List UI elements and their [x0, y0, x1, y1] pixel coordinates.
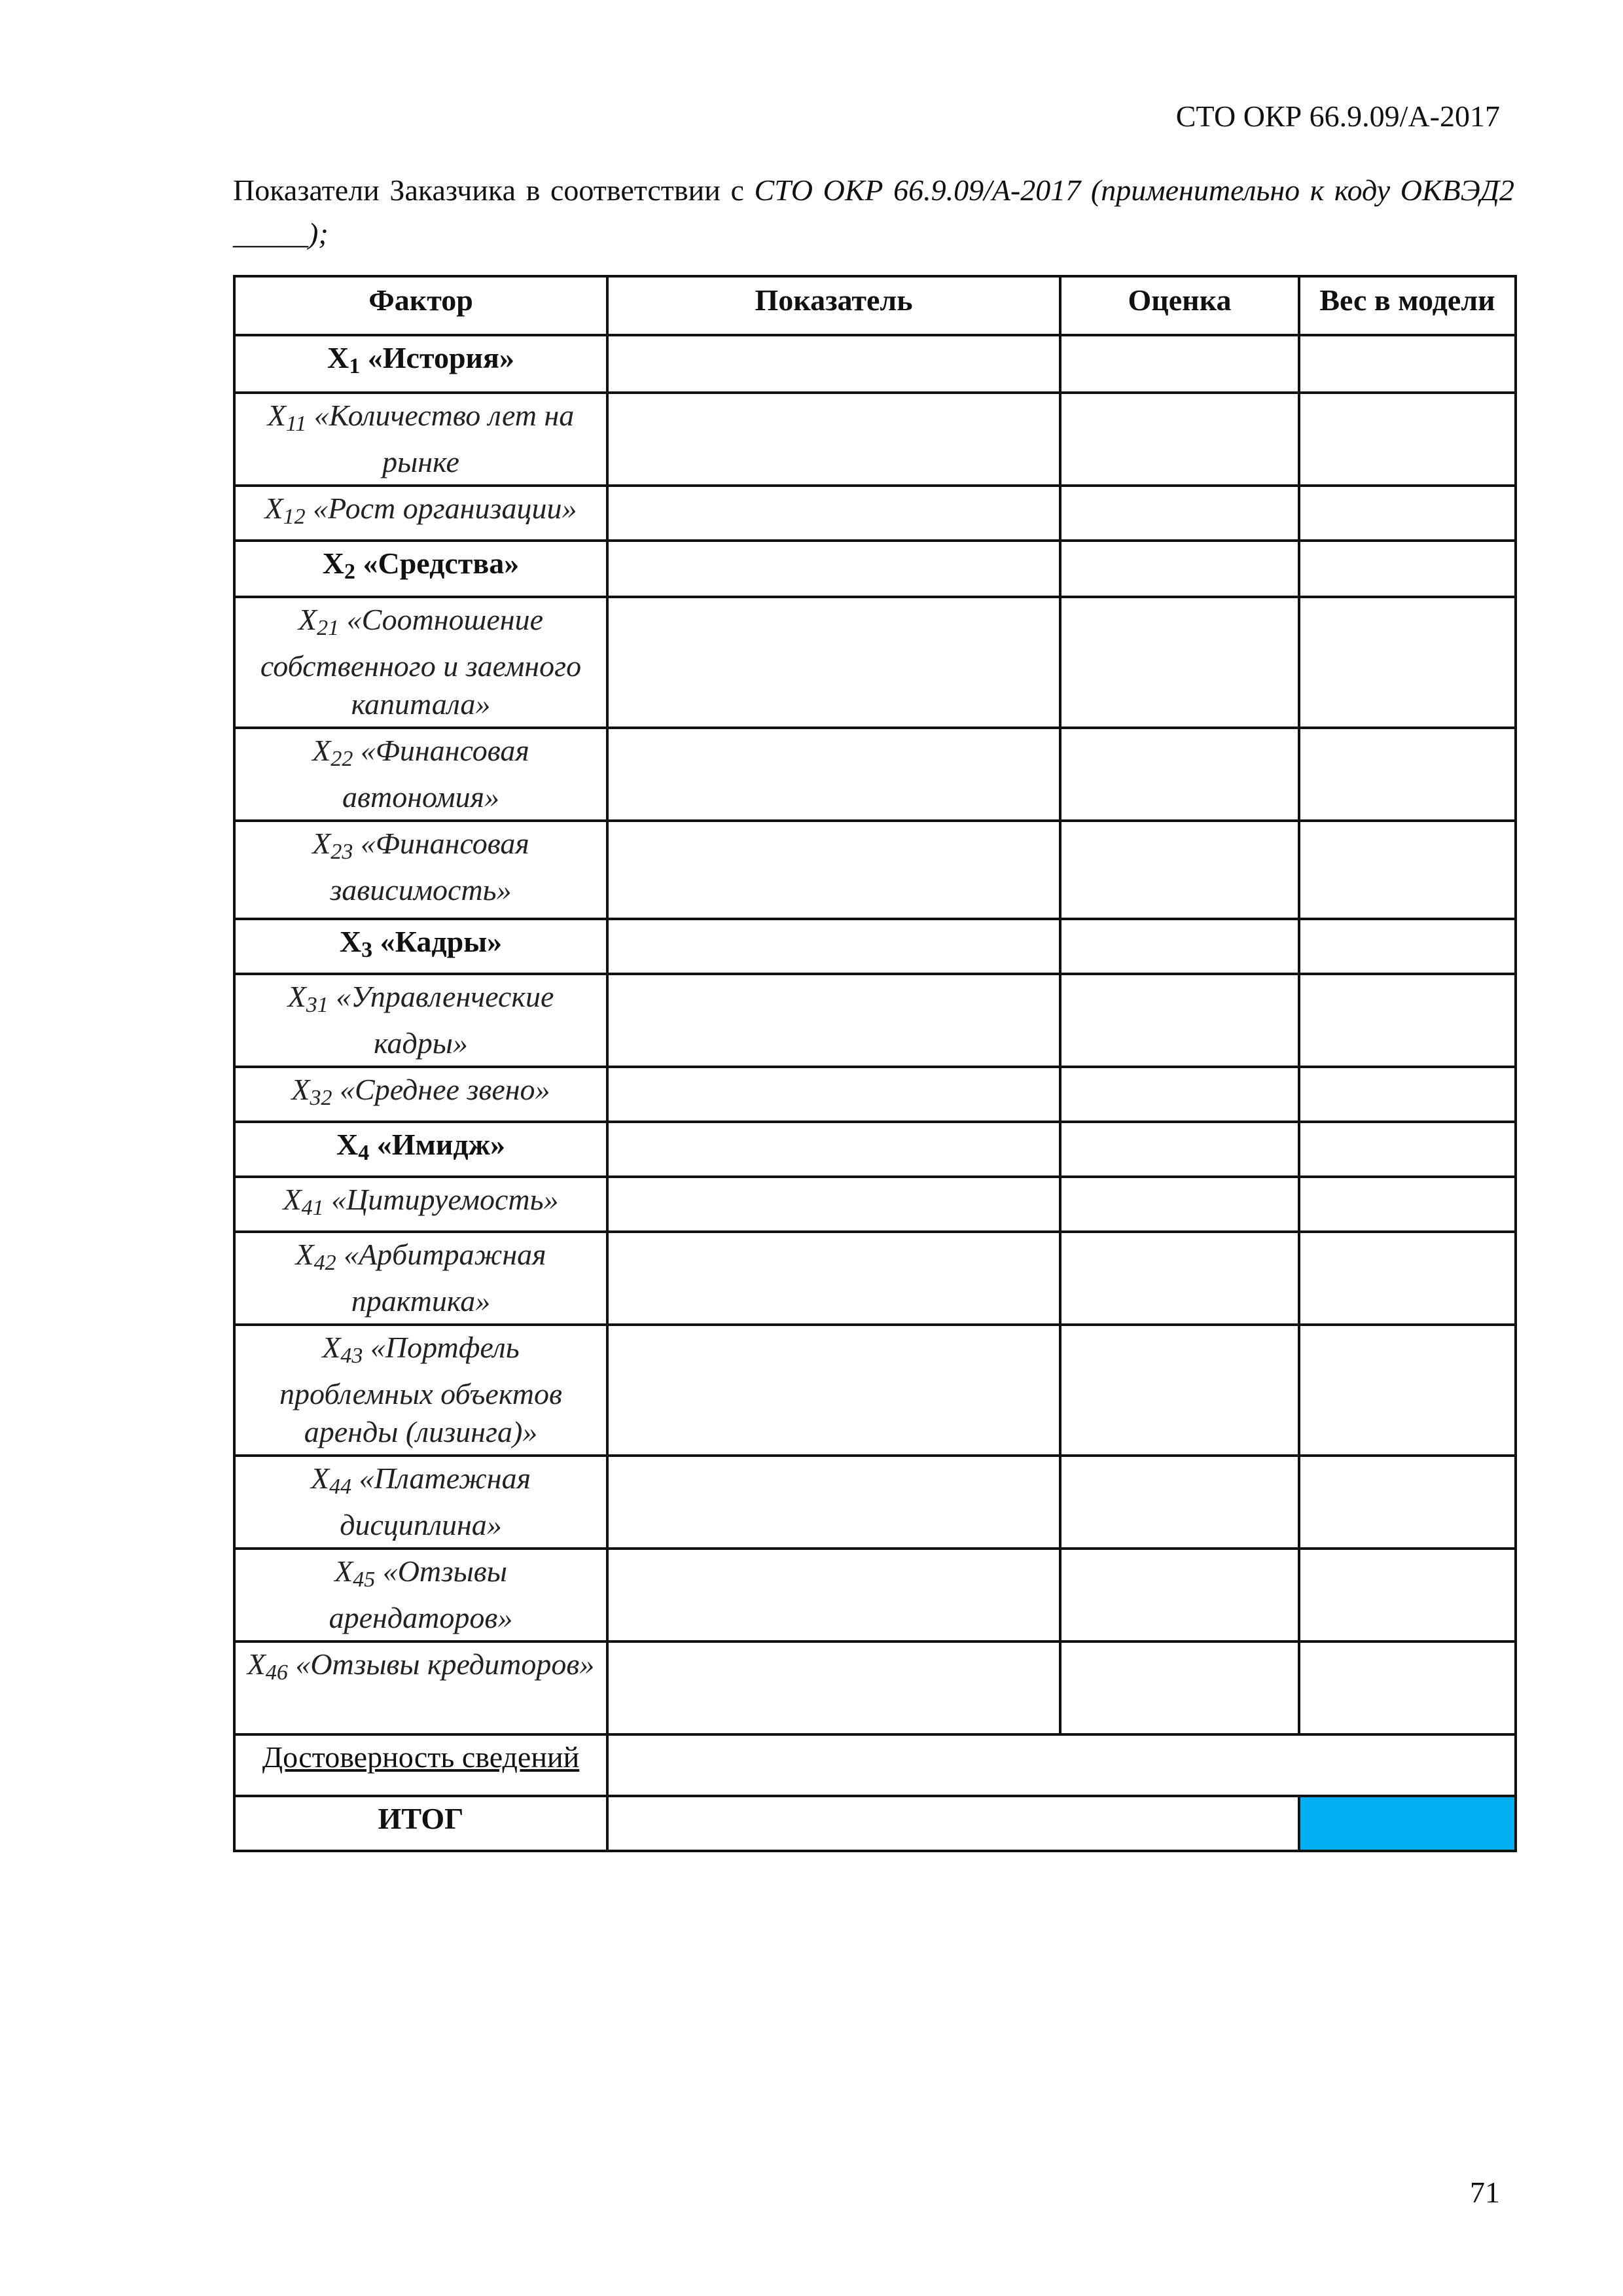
indicator-cell[interactable]: [607, 821, 1060, 919]
table-row: [234, 393, 1516, 486]
group-factor-cell: X3 «Кадры»: [234, 919, 607, 974]
reliability-label-cell: [234, 1734, 607, 1796]
score-cell[interactable]: [1060, 1232, 1299, 1325]
weight-cell[interactable]: [1299, 728, 1516, 821]
table-row: [234, 1456, 1516, 1549]
indicator-cell[interactable]: [607, 1641, 1060, 1734]
weight-cell[interactable]: [1299, 1067, 1516, 1122]
weight-cell[interactable]: [1299, 393, 1516, 486]
score-cell[interactable]: [1060, 728, 1299, 821]
table-row: [234, 974, 1516, 1067]
indicator-cell[interactable]: [607, 919, 1060, 974]
table-row: [234, 1177, 1516, 1232]
indicator-cell[interactable]: [607, 1067, 1060, 1122]
table-row: [234, 728, 1516, 821]
score-cell[interactable]: [1060, 1177, 1299, 1232]
weight-cell[interactable]: [1299, 541, 1516, 597]
subfactor-cell: X42 «Арбитражная практика»: [234, 1232, 607, 1325]
table-row: [234, 1734, 1516, 1796]
table-row: [234, 919, 1516, 974]
indicator-cell[interactable]: [607, 1456, 1060, 1549]
header-weight: Вес в модели: [1299, 276, 1516, 335]
table-row: [234, 1796, 1516, 1851]
weight-cell[interactable]: [1299, 1549, 1516, 1641]
subfactor-cell: X22 «Финансовая автономия»: [234, 728, 607, 821]
table-row: [234, 1549, 1516, 1641]
weight-cell[interactable]: [1299, 974, 1516, 1067]
indicator-cell[interactable]: [607, 393, 1060, 486]
subfactor-cell: X46 «Отзывы кредиторов»: [234, 1641, 607, 1734]
total-label-cell: ИТОГ: [234, 1796, 607, 1851]
table-row: [234, 1122, 1516, 1177]
subfactor-cell: X45 «Отзывы арендаторов»: [234, 1549, 607, 1641]
subfactor-cell: X23 «Финансовая зависимость»: [234, 821, 607, 919]
subfactor-cell: X41 «Цитируемость»: [234, 1177, 607, 1232]
score-cell[interactable]: [1060, 821, 1299, 919]
indicator-cell[interactable]: [607, 486, 1060, 541]
score-cell[interactable]: [1060, 486, 1299, 541]
indicators-table: [233, 275, 1517, 1852]
table-row: [234, 1232, 1516, 1325]
page-number: 71: [1470, 2176, 1500, 2209]
group-factor-cell: X4 «Имидж»: [234, 1122, 607, 1177]
weight-cell[interactable]: [1299, 1641, 1516, 1734]
score-cell[interactable]: [1060, 974, 1299, 1067]
indicator-cell[interactable]: [607, 728, 1060, 821]
table-row: [234, 1641, 1516, 1734]
indicators-table-wrapper: [233, 275, 1514, 1852]
weight-cell[interactable]: [1299, 1456, 1516, 1549]
group-factor-cell: X1 «История»: [234, 335, 607, 393]
table-row: [234, 1325, 1516, 1456]
intro-paragraph: [233, 169, 1514, 255]
subfactor-cell: X12 «Рост организации»: [234, 486, 607, 541]
total-value-cell[interactable]: [607, 1796, 1299, 1851]
subfactor-cell: X44 «Платежная дисциплина»: [234, 1456, 607, 1549]
intro-lead: Показатели Заказчика в соответствии с: [233, 173, 755, 207]
indicator-cell[interactable]: [607, 1549, 1060, 1641]
weight-cell[interactable]: [1299, 919, 1516, 974]
indicator-cell[interactable]: [607, 335, 1060, 393]
weight-cell[interactable]: [1299, 1232, 1516, 1325]
document-code: СТО ОКР 66.9.09/А-2017: [1175, 99, 1500, 133]
reliability-label: Достоверность сведений: [262, 1740, 580, 1774]
intro-tail: (применительно к коду ОКВЭД2 _____);: [233, 173, 1515, 250]
subfactor-cell: X43 «Портфель проблемных объектов аренды (лизинга)»: [234, 1325, 607, 1456]
header-factor: Фактор: [234, 276, 607, 335]
table-row: [234, 1067, 1516, 1122]
weight-cell[interactable]: [1299, 597, 1516, 728]
score-cell[interactable]: [1060, 1122, 1299, 1177]
table-row: [234, 821, 1516, 919]
total-weight-highlight-cell[interactable]: [1299, 1796, 1516, 1851]
table-row: [234, 597, 1516, 728]
header-indicator: Показатель: [607, 276, 1060, 335]
score-cell[interactable]: [1060, 335, 1299, 393]
indicator-cell[interactable]: [607, 1232, 1060, 1325]
indicator-cell[interactable]: [607, 974, 1060, 1067]
weight-cell[interactable]: [1299, 335, 1516, 393]
score-cell[interactable]: [1060, 1325, 1299, 1456]
table-row: [234, 541, 1516, 597]
weight-cell[interactable]: [1299, 1122, 1516, 1177]
header-score: Оценка: [1060, 276, 1299, 335]
score-cell[interactable]: [1060, 1456, 1299, 1549]
intro-reference: СТО ОКР 66.9.09/А-2017: [754, 173, 1081, 207]
indicator-cell[interactable]: [607, 597, 1060, 728]
indicator-cell[interactable]: [607, 1177, 1060, 1232]
weight-cell[interactable]: [1299, 1325, 1516, 1456]
score-cell[interactable]: [1060, 1549, 1299, 1641]
group-factor-cell: X2 «Средства»: [234, 541, 607, 597]
subfactor-cell: X32 «Среднее звено»: [234, 1067, 607, 1122]
score-cell[interactable]: [1060, 541, 1299, 597]
indicator-cell[interactable]: [607, 1122, 1060, 1177]
table-row: [234, 486, 1516, 541]
weight-cell[interactable]: [1299, 486, 1516, 541]
table-header-row: [234, 276, 1516, 335]
indicator-cell[interactable]: [607, 1325, 1060, 1456]
score-cell[interactable]: [1060, 1067, 1299, 1122]
score-cell[interactable]: [1060, 393, 1299, 486]
score-cell[interactable]: [1060, 597, 1299, 728]
table-row: [234, 335, 1516, 393]
weight-cell[interactable]: [1299, 1177, 1516, 1232]
subfactor-cell: X31 «Управленческие кадры»: [234, 974, 607, 1067]
score-cell[interactable]: [1060, 1641, 1299, 1734]
reliability-value-cell[interactable]: [607, 1734, 1516, 1796]
score-cell[interactable]: [1060, 919, 1299, 974]
weight-cell[interactable]: [1299, 821, 1516, 919]
subfactor-cell: X21 «Соотношение собственного и заемного капитала»: [234, 597, 607, 728]
subfactor-cell: X11 «Количество лет на рынке: [234, 393, 607, 486]
indicator-cell[interactable]: [607, 541, 1060, 597]
